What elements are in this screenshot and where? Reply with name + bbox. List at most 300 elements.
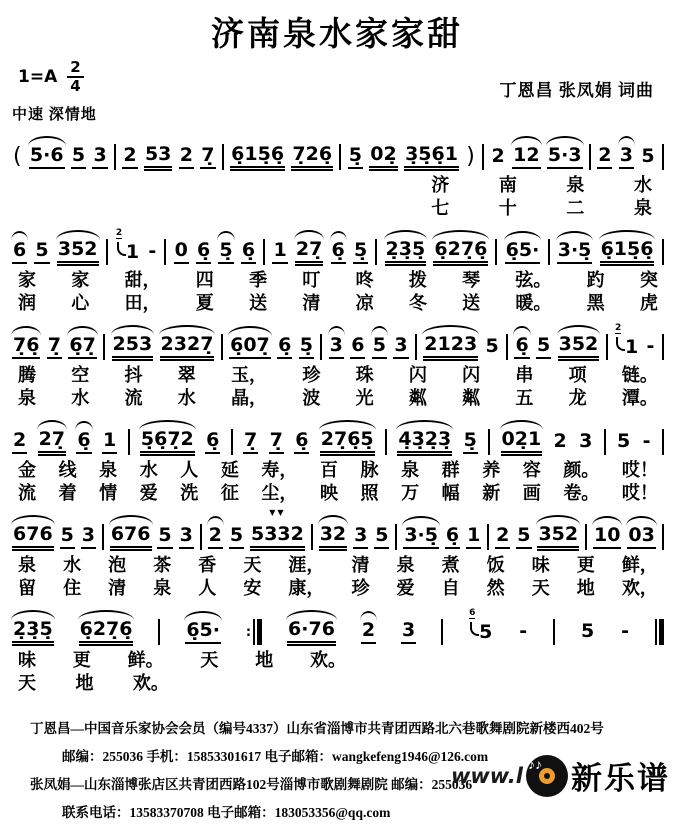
barline — [221, 334, 223, 360]
lyric-syllable: 泡 — [108, 555, 127, 575]
vinyl-record-icon — [526, 755, 568, 797]
notation-systems — [10, 132, 666, 695]
lyric-syllable: 济 — [431, 175, 450, 195]
lyric-syllable: 住 — [63, 578, 82, 598]
grace-note-ornament — [469, 608, 479, 639]
note-group: 2 — [361, 620, 376, 644]
note-group: 5̣ — [463, 430, 478, 454]
music-system — [10, 507, 666, 600]
lyric-syllable: 琴 — [462, 270, 481, 290]
lyric-syllable: 流 — [124, 388, 143, 408]
lyric-syllable: 天 — [200, 650, 219, 670]
notes-row — [10, 322, 666, 364]
lyric-syllable: 暖。 — [515, 293, 552, 313]
lyric-syllable: 天 — [18, 673, 36, 693]
slur-arc — [78, 610, 135, 620]
lyric-syllable: 水 — [63, 555, 82, 575]
slur-arc — [67, 326, 97, 336]
note-group: - — [642, 430, 651, 452]
note-group: 6̣ — [331, 240, 346, 264]
slur-arc — [56, 230, 100, 240]
slur-arc — [592, 516, 622, 526]
note-group: 27̣6̣5̣ — [320, 429, 375, 456]
note-group: 2123 — [423, 334, 478, 361]
music-system — [10, 322, 666, 410]
time-signature — [67, 59, 83, 94]
time-top: 2 — [67, 59, 83, 78]
lyric-syllable: 光 — [355, 388, 374, 408]
barline — [548, 239, 550, 265]
lyric-syllable: 翠 — [177, 365, 196, 385]
lyric-syllable: 延 — [220, 460, 239, 480]
note-group: 7̣26̣ — [291, 144, 333, 171]
note-group: 3̣5̣6̣1 — [404, 144, 459, 171]
note-group: 2 — [122, 145, 137, 169]
lyric-syllable: 送 — [249, 293, 268, 313]
grace-note-number: 6 — [469, 608, 476, 618]
lyric-syllable: 欢。 — [309, 650, 346, 670]
slur-arc — [11, 515, 55, 525]
barline — [662, 239, 664, 265]
note-group: 5̣ — [353, 240, 368, 264]
lyric-syllable: 心 — [71, 293, 90, 313]
notes-row — [10, 227, 666, 269]
watermark-url: www.l — [450, 763, 523, 788]
music-system — [10, 227, 666, 315]
lyric-syllable: 哎！ — [621, 460, 658, 480]
note-group: 3 — [179, 525, 194, 549]
slur-arc — [28, 136, 66, 146]
lyric-syllable: 泉 — [396, 555, 415, 575]
note-group: 352 — [537, 524, 579, 551]
lyric-syllable: 线 — [58, 460, 77, 480]
note-group: 6̣ — [445, 525, 460, 549]
lyric-syllable: 洗 — [180, 483, 199, 503]
lyric-syllable: 新 — [482, 483, 501, 503]
barline — [604, 429, 606, 455]
lyric-syllable: 容 — [522, 460, 541, 480]
grace-note-ornament — [115, 228, 126, 259]
barline — [128, 429, 130, 455]
lyric-syllable: 脉 — [360, 460, 379, 480]
slur-arc — [557, 325, 601, 335]
slur-arc — [500, 420, 544, 430]
note-group: 27̣ — [38, 429, 66, 456]
slur-arc — [207, 516, 224, 526]
lyric-syllable: 泉 — [634, 198, 652, 218]
lyrics-row — [10, 292, 666, 315]
lyrics-row — [423, 197, 666, 220]
lyric-syllable: 突 — [639, 270, 658, 290]
notes-row — [10, 607, 666, 649]
slur-arc — [330, 231, 347, 241]
lyric-syllable: 流 — [18, 483, 36, 503]
lyric-syllable: 群 — [441, 460, 460, 480]
note-group: - — [646, 335, 655, 357]
lyric-syllable: 闪 — [462, 365, 481, 385]
note-group: 5 — [157, 525, 172, 549]
lyric-syllable: 情 — [99, 483, 118, 503]
barline — [106, 239, 108, 265]
slur-arc — [396, 420, 453, 430]
footer-line: 邮编：255036 手机：15853301617 电子邮箱：wangkefeng1946@126.com — [62, 749, 489, 764]
note-group: 2 — [553, 430, 567, 452]
barline — [263, 239, 265, 265]
lyrics-row — [10, 672, 177, 695]
lyric-syllable: 弦。 — [515, 270, 552, 290]
slur-arc — [286, 610, 337, 620]
note-group: 5 — [374, 525, 389, 549]
note-group: 2327̣ — [160, 334, 215, 361]
lyric-syllable: 泉 — [153, 578, 172, 598]
note-group: 352 — [558, 334, 600, 361]
lyric-syllable: 清 — [302, 293, 321, 313]
note-group: 1 — [102, 430, 117, 454]
note-group: 6̣ — [241, 240, 256, 264]
lyric-syllable: 泉 — [99, 460, 118, 480]
lyric-syllable: 链。 — [621, 365, 658, 385]
barline — [339, 144, 341, 170]
lyric-syllable: 家 — [18, 270, 36, 290]
note-group: 6 5 — [469, 608, 493, 643]
barline — [231, 429, 233, 455]
lyric-syllable: 腾 — [18, 365, 36, 385]
lyrics-row — [10, 269, 666, 292]
lyric-syllable: 哎！ — [621, 483, 658, 503]
note-group: 5̣ — [218, 240, 233, 264]
barline — [102, 524, 104, 550]
lyric-syllable: 闪 — [408, 365, 427, 385]
slur-arc — [11, 326, 41, 336]
lyric-syllable: 叮 — [302, 270, 321, 290]
lyric-syllable: 味 — [18, 650, 36, 670]
slur-arc — [294, 230, 324, 240]
lyric-syllable: 地 — [576, 578, 595, 598]
note-group: 676 — [110, 524, 152, 551]
lyric-syllable: 拨 — [408, 270, 427, 290]
lyric-syllable: 夏 — [195, 293, 214, 313]
watermark-site-name: 新乐谱 — [571, 761, 670, 796]
note-group: 6̣ — [205, 430, 220, 454]
lyric-syllable: 珍 — [302, 365, 321, 385]
lyrics-row — [10, 649, 354, 672]
lyric-syllable: 万 — [401, 483, 420, 503]
lyric-syllable: 凉 — [355, 293, 374, 313]
notes-row — [10, 132, 666, 174]
lyric-syllable: 二 — [566, 198, 585, 218]
barline — [589, 144, 591, 170]
barline — [415, 334, 417, 360]
note-group: 27̣ — [295, 239, 323, 266]
barline — [200, 524, 202, 550]
slur-arc — [75, 421, 92, 431]
barline — [585, 524, 587, 550]
lyric-syllable: 甜， — [124, 270, 161, 290]
note-group: 5 — [34, 240, 49, 264]
lyric-syllable: 幅 — [441, 483, 460, 503]
music-notes-icon: ♪♪ — [528, 757, 542, 773]
note-group: 3 — [329, 335, 344, 359]
key-signature — [18, 59, 84, 94]
note-group: 12 — [512, 145, 540, 169]
key-label: 1=A — [18, 66, 58, 87]
score-meta — [16, 55, 658, 103]
grace-note-number: 2 — [614, 323, 622, 333]
lyric-syllable: 四 — [195, 270, 214, 290]
note-group: 02̣ — [369, 144, 397, 171]
lyric-syllable: 润 — [18, 293, 36, 313]
music-system — [10, 132, 666, 220]
note-group: 5 — [229, 525, 244, 549]
barline — [487, 524, 489, 550]
lyric-syllable: 潭。 — [621, 388, 658, 408]
note-group: 3 — [619, 145, 634, 169]
accent-marks: ▼▼ — [269, 507, 286, 517]
slur-arc — [319, 420, 376, 430]
note-group: 5·3 — [547, 145, 583, 169]
lyric-syllable: 十 — [498, 198, 517, 218]
lyric-syllable: 卷。 — [563, 483, 600, 503]
note-group: 6̣ — [294, 430, 309, 454]
barline — [662, 429, 664, 455]
note-group: 2 — [597, 145, 612, 169]
note-group: 6̣15̣6̣ — [600, 239, 655, 266]
lyric-syllable: 晶， — [231, 388, 268, 408]
lyric-syllable: 黑 — [586, 293, 605, 313]
note-group: 7̣ — [200, 145, 215, 169]
slur-arc — [11, 231, 28, 241]
note-group: 6̣07̣ — [229, 335, 271, 359]
composer-credits: 丁恩昌 张凤娟 词曲 — [499, 81, 654, 100]
note-group: 53 — [144, 144, 172, 171]
note-group: 6 — [12, 240, 27, 264]
note-group: 2 — [12, 430, 27, 454]
lyric-syllable: 涯， — [288, 555, 325, 575]
barline — [441, 619, 443, 645]
barline — [222, 144, 224, 170]
barline — [495, 239, 497, 265]
lyric-syllable: 寿， — [261, 460, 298, 480]
lyric-syllable: 照 — [360, 483, 379, 503]
lyric-syllable: 南 — [498, 175, 517, 195]
repeat-end-barline: : — [246, 619, 262, 645]
lyric-syllable: 欢。 — [132, 673, 169, 693]
note-group: 3 — [401, 620, 416, 644]
lyric-syllable: 虎 — [639, 293, 658, 313]
slur-arc — [556, 231, 594, 241]
lyric-syllable: 味 — [531, 555, 550, 575]
note-group: 6̣ — [76, 430, 91, 454]
note-group: 2 1 — [115, 228, 140, 263]
time-bottom: 4 — [70, 76, 81, 95]
note-group: 5 — [516, 525, 531, 549]
lyric-syllable: 项 — [568, 365, 587, 385]
lyric-syllable: 送 — [462, 293, 481, 313]
footer-line: 张凤娟—山东淄博张店区共青团西路102号淄博市歌剧舞剧院 邮编：255036 — [30, 777, 473, 792]
song-title: 济南泉水家家甜 — [211, 15, 463, 52]
slur-arc — [318, 515, 348, 525]
lyric-syllable: 着 — [58, 483, 77, 503]
note-group: ( — [13, 143, 22, 169]
note-group: 6̣5· — [505, 240, 541, 264]
slur-arc — [139, 420, 196, 430]
lyric-syllable: 天 — [531, 578, 550, 598]
note-group: - — [519, 620, 528, 642]
notes-row — [10, 507, 666, 554]
lyric-syllable: 映 — [319, 483, 338, 503]
lyric-syllable: 泉 — [401, 460, 420, 480]
lyric-syllable: 粼 — [462, 388, 481, 408]
lyrics-row — [10, 387, 666, 410]
lyric-syllable: 养 — [482, 460, 501, 480]
slur-arc — [536, 515, 580, 525]
lyric-syllable: 冬 — [408, 293, 427, 313]
final-barline — [655, 619, 664, 645]
note-group: 2 — [179, 145, 194, 169]
slur-arc — [37, 420, 67, 430]
lyric-syllable: 七 — [431, 198, 450, 218]
lyric-syllable: 金 — [18, 460, 36, 480]
note-group: 10 — [593, 525, 621, 549]
note-group: 5̣6̣7̣2 — [140, 429, 195, 456]
lyric-syllable: 玉， — [231, 365, 268, 385]
lyric-syllable: 串 — [515, 365, 534, 385]
note-group: 5 — [580, 620, 595, 642]
note-group: 253 — [112, 334, 154, 361]
lyric-syllable: 鲜。 — [127, 650, 164, 670]
note-group: 5 — [485, 335, 499, 357]
barline — [375, 239, 377, 265]
note-group: 0 — [174, 240, 189, 264]
barline — [114, 144, 116, 170]
note-group: 02̣1 — [501, 429, 543, 456]
slur-arc — [228, 326, 272, 336]
lyric-syllable: 人 — [198, 578, 217, 598]
site-watermark — [451, 753, 670, 798]
lyric-syllable: 留 — [18, 578, 36, 598]
lyric-syllable: 香 — [198, 555, 217, 575]
lyric-syllable: 更 — [72, 650, 91, 670]
music-system — [10, 417, 666, 505]
barline — [662, 334, 664, 360]
note-group: 6̣27̣6̣ — [433, 239, 488, 266]
lyric-syllable: 爱 — [396, 578, 415, 598]
note-group: 5̣ — [299, 335, 314, 359]
lyric-syllable: 水 — [177, 388, 196, 408]
note-group: ) — [466, 143, 475, 169]
slur-arc — [511, 136, 541, 146]
barline — [320, 334, 322, 360]
note-group: 6 — [350, 335, 365, 359]
note-group: 7̣ — [269, 430, 284, 454]
lyric-syllable: 田， — [124, 293, 161, 313]
note-group: 5 — [71, 145, 86, 169]
lyric-syllable: 煮 — [441, 555, 460, 575]
barline — [311, 524, 313, 550]
note-group: 6̣7̣ — [68, 335, 96, 359]
lyric-syllable: 地 — [75, 673, 94, 693]
barline — [662, 144, 664, 170]
note-group: 5·6 — [29, 145, 65, 169]
lyric-syllable: 家 — [71, 270, 90, 290]
lyric-syllable: 泉 — [18, 555, 36, 575]
grace-note-ornament — [614, 323, 625, 354]
note-group: 2 — [208, 525, 223, 549]
footer-line: 丁恩昌—中国音乐家协会会员（编号4337）山东省淄博市共青团西路北六巷歌舞剧院新楼西402号 — [30, 721, 604, 736]
note-group: 6̣ — [514, 335, 529, 359]
barline — [662, 524, 664, 550]
lyric-syllable: 泉 — [18, 388, 36, 408]
slur-arc — [384, 230, 428, 240]
lyric-syllable: 波 — [302, 388, 321, 408]
note-group: 6·76 — [287, 619, 336, 646]
note-group: 7̣ — [243, 430, 258, 454]
lyric-syllable: 欢， — [621, 578, 658, 598]
note-group: 3·5̣ — [557, 240, 593, 264]
lyric-syllable: 饭 — [486, 555, 505, 575]
note-group: 3 — [579, 430, 593, 452]
lyric-syllable: 康， — [288, 578, 325, 598]
note-group: 5̣ — [348, 145, 363, 169]
lyric-syllable: 抖 — [124, 365, 143, 385]
lyric-syllable: 征 — [220, 483, 239, 503]
slur-arc — [599, 230, 656, 240]
note-group: 6̣27̣6̣ — [79, 619, 134, 646]
note-group: 3 — [81, 525, 96, 549]
note-group: 7̣6̣ — [12, 335, 40, 359]
lyric-syllable: 尘， — [261, 483, 298, 503]
note-group: 5 — [641, 145, 655, 167]
lyric-syllable: 人 — [180, 460, 199, 480]
notes-row — [10, 417, 666, 459]
barline — [488, 429, 490, 455]
note-group: 2 — [495, 525, 510, 549]
lyric-syllable: 茶 — [153, 555, 172, 575]
lyric-syllable: 咚 — [355, 270, 374, 290]
note-group: 5 — [60, 525, 75, 549]
lyric-syllable: 百 — [319, 460, 338, 480]
note-group: 6̣15̣6̣ — [230, 144, 285, 171]
lyric-syllable: 趵 — [586, 270, 605, 290]
note-group: ▼▼ 5332 — [250, 524, 305, 551]
footer-line: 联系电话：13583370708 电子邮箱：183053356@qq.com — [62, 805, 391, 820]
slur-arc — [432, 230, 489, 240]
note-group: 6̣ — [277, 335, 292, 359]
lyric-syllable: 珍 — [351, 578, 370, 598]
slur-arc — [109, 515, 153, 525]
note-group: 676 — [12, 524, 54, 551]
note-group: 2̣3̣5̣ — [12, 619, 54, 646]
lyric-syllable: 天 — [243, 555, 262, 575]
note-group: 2 — [491, 145, 505, 167]
music-system — [10, 607, 666, 695]
lyric-syllable: 粼 — [408, 388, 427, 408]
lyrics-row — [10, 577, 666, 600]
lyric-syllable: 珠 — [355, 365, 374, 385]
barline — [606, 334, 608, 360]
lyric-syllable: 画 — [522, 483, 541, 503]
note-group: 6̣ — [196, 240, 211, 264]
lyric-syllable: 爱 — [139, 483, 158, 503]
note-group: 5 — [536, 335, 551, 359]
lyrics-row — [10, 482, 666, 505]
note-group: 7̣ — [47, 335, 62, 359]
lyrics-row — [10, 364, 666, 387]
lyric-syllable: 龙 — [568, 388, 587, 408]
lyrics-row — [10, 554, 666, 577]
note-group: 2 1 — [614, 323, 639, 358]
note-group: 3 — [353, 525, 368, 549]
